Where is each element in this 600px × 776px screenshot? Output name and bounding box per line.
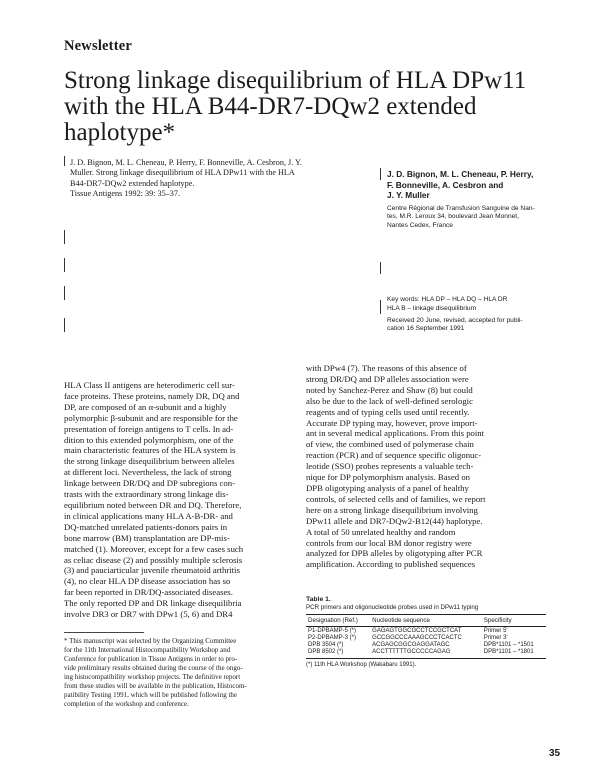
margin-bar — [380, 300, 381, 314]
received-line: Received 20 June, revised, accepted for publi- — [387, 316, 523, 324]
section-label: Newsletter — [64, 38, 133, 54]
margin-bar — [380, 168, 381, 180]
body-line: A total of 50 unrelated healthy and random — [306, 526, 456, 537]
citation-block — [70, 158, 370, 200]
article-title — [64, 68, 564, 146]
table-row — [306, 648, 546, 658]
table-row — [306, 627, 546, 635]
citation-line: Muller. Strong linkage disequilibrium of HLA DPw11 with the HLA — [70, 168, 295, 178]
margin-bar — [64, 230, 65, 244]
table-header-cell: Specificity — [482, 615, 546, 627]
body-line: linkage between DR/DQ and DP subregions con- — [64, 478, 235, 489]
footnote — [64, 637, 300, 709]
table-header-row — [306, 615, 546, 627]
citation-line: Tissue Antigens 1992: 39: 35–37. — [70, 189, 181, 199]
body-line: DPw11 allele and DR7-DQw2-B12(44) haplotype. — [306, 515, 483, 526]
body-line: in clinical applications many HLA A-B-DR- and — [64, 510, 233, 521]
margin-bar — [64, 318, 65, 332]
table-row — [306, 641, 546, 648]
body-line: DPB oligotyping analysis of a panel of healthy — [306, 482, 469, 493]
table-cell: DPB 3504 (*) — [308, 641, 344, 648]
body-line: nique for DP polymorphism analysis. Based on — [306, 472, 471, 483]
margin-bar — [64, 156, 65, 166]
table-cell: ACGAGCGGCGAGGATAGC — [372, 641, 450, 648]
footnote-line: from these studies will be available in the publication, Histocom- — [64, 682, 247, 690]
body-line: as celiac disease (2) and possibly multiple sclerosis — [64, 554, 243, 565]
title-line: haplotype* — [64, 119, 176, 146]
citation-line: B44-DR7-DQw2 extended haplotype. — [70, 178, 195, 188]
footnote-line: ing histocompatibility workshop projects. The definitive report — [64, 673, 241, 681]
title-line: Strong linkage disequilibrium of HLA DPw11 — [64, 67, 527, 94]
body-line: the strong linkage disequilibrium between alleles — [64, 456, 235, 467]
table-footnote: (*) 11th HLA Workshop (Wakabaru 1991). — [306, 661, 417, 668]
body-line: main characteristic features of the HLA system is — [64, 445, 236, 456]
body-line: involve DR3 or DR7 with DPw1 (5, 6) and DR4 — [64, 609, 233, 620]
body-column-left — [64, 380, 296, 620]
body-line: trasts with the extraordinary strong linkage dis- — [64, 489, 229, 500]
table-cell: Primer 5' — [483, 627, 508, 634]
body-line: ant in several medical applications. From this point — [306, 428, 485, 439]
body-line: bone marrow (BM) transplantation are DP-mis- — [64, 532, 230, 543]
body-line: matched (1). Moreover, except for a few cases such — [64, 543, 244, 554]
body-line: reagents and of typing cells used until recently. — [306, 406, 470, 417]
margin-bar — [64, 286, 65, 300]
body-line: controls from our local BM donor registry were — [306, 537, 472, 548]
affiliation-line: tes, M.R. Leroux 34, boulevard Jean Monnet, — [387, 213, 519, 221]
author-block — [387, 169, 567, 231]
received-line: cation 16 September 1991 — [387, 325, 465, 333]
margin-bar — [64, 258, 65, 272]
body-column-right — [306, 363, 538, 570]
table-label: Table 1. — [306, 596, 331, 603]
author-line: J. D. Bignon, M. L. Cheneau, P. Herry, — [387, 169, 534, 179]
body-line: DQ-matched unrelated patients-donors pairs in — [64, 521, 228, 532]
body-line: polymorphic β-subunit and are responsible for the — [64, 412, 238, 423]
body-line: noted by Sanchez-Perez and Shaw (8) but could — [306, 384, 473, 395]
body-line: at different loci. Nevertheless, the lack of strong — [64, 467, 232, 478]
keywords-line: Key words: HLA DP – HLA DQ – HLA DR — [387, 296, 508, 303]
body-line: also be due to the lack of well-defined serologic — [306, 395, 473, 406]
page-number: 35 — [549, 748, 561, 759]
body-line: HLA Class II antigens are heterodimeric cell sur- — [64, 380, 235, 390]
footnote-rule — [64, 632, 144, 633]
keywords-block — [387, 296, 567, 334]
body-line: equilibrium noted between DR and DQ. Therefore, — [64, 499, 242, 510]
body-line: far been reported in DR/DQ-associated diseases. — [64, 587, 233, 598]
footnote-line: patibility Testing 1991, which will be published following the — [64, 691, 238, 699]
citation-line: J. D. Bignon, M. L. Cheneau, P. Herry, F. Bonneville, A. Cesbron, J. Y. — [70, 158, 302, 167]
table-caption: PCR primers and oligonucleotide probes used in DPw11 typing — [306, 604, 479, 612]
body-line: controls, of selected cells and of families, we report — [306, 493, 486, 504]
table-cell: DPB*1101 – *1501 — [483, 641, 534, 648]
body-line: reaction (PCR) and of sequence specific oligonuc- — [306, 450, 482, 461]
author-line: J. Y. Muller — [387, 190, 430, 200]
footnote-line: * This manuscript was selected by the Organizing Committee — [64, 637, 237, 645]
body-line: of view, the combined used of polymerase chain — [306, 439, 474, 450]
table-cell: P2-DPBAMP-3 (*) — [308, 634, 357, 641]
body-line: Accurate DP typing may, however, prove import- — [306, 417, 478, 428]
title-line: with the HLA B44-DR7-DQw2 extended — [64, 93, 477, 120]
body-line: here on a strong linkage disequilibrium involving — [306, 504, 478, 515]
table-cell: DPB 8502 (*) — [306, 648, 370, 658]
body-line: face proteins. These proteins, namely DR, DQ and — [64, 390, 240, 401]
table-cell: GCCGGCCCAAAGCCCTCACTC — [372, 634, 462, 641]
table-header-cell: Nucleotide sequence — [370, 615, 482, 627]
table-cell: DPB*1101 – *1801 — [482, 648, 546, 658]
affiliation-line: Centre Régional de Transfusion Sanguine de Nan- — [387, 204, 535, 212]
keywords-line: HLA B – linkage disequilibrium — [387, 304, 477, 312]
body-line: amplification. According to published sequences — [306, 559, 476, 570]
body-line: DP, are composed of an α-subunit and a highly — [64, 401, 227, 412]
table-cell: P1-DPBAMP-5 (*) — [308, 627, 357, 634]
affiliation-line: Nantes Cedex, France — [387, 222, 453, 230]
body-line: analyzed for DPB alleles by oligotyping after PCR — [306, 548, 483, 559]
body-line: The only reported DP and DR linkage disequilibria — [64, 598, 242, 609]
table-cell: GAGAGTGGCGCCTCCGCTCAT — [372, 627, 462, 634]
body-line: strong DR/DQ and DP alleles association were — [306, 373, 469, 384]
body-line: (3) and pauciarticular juvenile rheumatoid arthritis — [64, 565, 240, 576]
table-cell: ACCTTTTTTGCCCCCAGAG — [370, 648, 482, 658]
table-row — [306, 634, 546, 641]
footnote-line: completion of the workshop and conference. — [64, 700, 189, 708]
body-line: dition to this extended polymorphism, one of the — [64, 434, 234, 445]
body-line: presentation of foreign antigens to T cells. In ad- — [64, 423, 234, 434]
margin-bar — [380, 262, 381, 274]
footnote-line: Conference for publication in Tissue Antigens in order to pro- — [64, 655, 238, 663]
table-cell: Primer 3' — [483, 634, 508, 641]
footnote-line: for the 11th International Histocompatibility Workshop and — [64, 646, 231, 654]
table-header-cell: Designation (Ref.) — [306, 615, 370, 627]
primer-table — [306, 614, 546, 659]
author-line: F. Bonneville, A. Cesbron and — [387, 179, 504, 190]
body-line: (4), no clear HLA DP disease association has so — [64, 576, 231, 587]
body-line: with DPw4 (7). The reasons of this absence of — [306, 363, 467, 373]
footnote-line: vide preliminary results obtained during the course of the ongo- — [64, 664, 243, 672]
body-line: leotide (SSO) probes represents a valuable tech- — [306, 461, 474, 472]
table-1 — [306, 596, 546, 669]
